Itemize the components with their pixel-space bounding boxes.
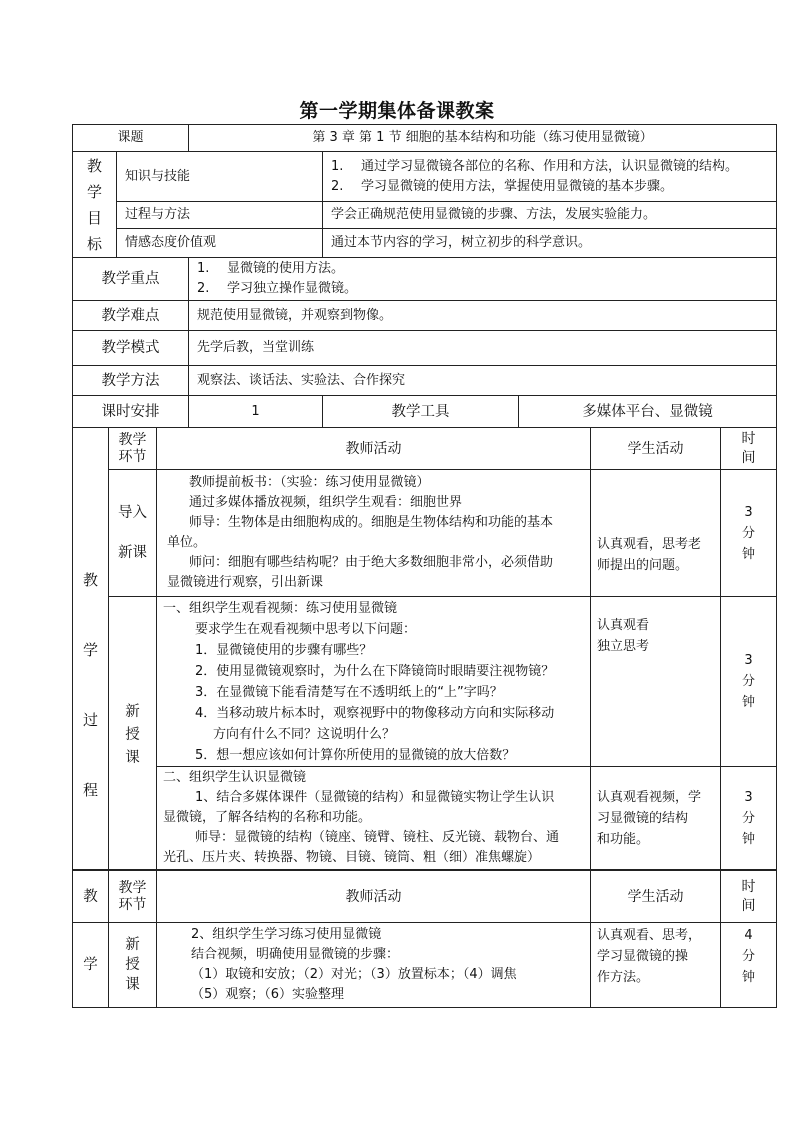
mode-text: 先学后教，当堂训练 <box>189 331 777 366</box>
page2-header-teacher: 教师活动 <box>157 871 591 923</box>
key-points-label: 教学重点 <box>73 258 189 301</box>
goals-label: 教 学 目 标 <box>73 152 117 258</box>
new2-teacher: 二、组织学生认识显微镜 1、结合多媒体课件（显微镜的结构）和显微镜实物让学生认识 显微镜，了解各结构的名称和功能。 师导：显微镜的结构（镜座、镜臂、镜柱、反光镜、载物台、通 光孔、压片夹、转换器、物镜、目镜、镜筒、粗（细）准焦螺旋） <box>157 767 591 870</box>
header-time: 时间 <box>721 428 777 470</box>
new-lesson-stage: 新 授 课 <box>109 597 157 870</box>
new1-teacher: 一、组织学生观看视频：练习使用显微镜 要求学生在观看视频中思考以下问题： 1．显微镜使用的步骤有哪些？ 2．使用显微镜观察时，为什么在下降镜筒时眼睛要注视物镜？ 3．在显微镜下能看清楚写在不透明纸上的“上”字吗？ 4．当移动玻片标本时，观察视野中的物像移动方向和实际移动 方向有什么不同？这说明什么？ 5．想一想应该如何计算你所使用的显微镜的放大倍数？ <box>157 597 591 767</box>
page2-header-stage: 教学环节 <box>109 871 157 923</box>
page2-header-student: 学生活动 <box>591 871 721 923</box>
header-student: 学生活动 <box>591 428 721 470</box>
knowledge-list: 1. 通过学习显微镜各部位的名称、作用和方法，认识显微镜的结构。 2. 学习显微镜的使用方法，掌握使用显微镜的基本步骤。 <box>323 152 777 202</box>
page2-label-char-1: 教 <box>73 871 109 923</box>
mode-label: 教学模式 <box>73 331 189 366</box>
new3-student: 认真观看、思考， 学习显微镜的操 作方法。 <box>591 923 721 1008</box>
topic-value: 第 3 章 第 1 节 细胞的基本结构和功能（练习使用显微镜） <box>189 125 777 152</box>
new1-student: 认真观看 独立思考 <box>591 597 721 767</box>
schedule-label: 课时安排 <box>73 396 189 428</box>
page2-label-char-2: 学 <box>73 923 109 1008</box>
intro-teacher: 教师提前板书：（实验：练习使用显微镜） 通过多媒体播放视频，组织学生观看：细胞世界 师导：生物体是由细胞构成的。细胞是生物体结构和功能的基本 单位。 师问：细胞有哪些结构呢？由于绝大多数细胞非常小，必须借助 显微镜进行观察，引出新课 <box>157 470 591 597</box>
header-stage: 教学环节 <box>109 428 157 470</box>
new1-time: 3 分 钟 <box>721 597 777 767</box>
difficulty-text: 规范使用显微镜，并观察到物像。 <box>189 301 777 331</box>
page2-header-time: 时间 <box>721 871 777 923</box>
knowledge-label: 知识与技能 <box>117 152 323 202</box>
topic-label: 课题 <box>73 125 189 152</box>
process-text: 学会正确规范使用显微镜的步骤、方法，发展实验能力。 <box>323 202 777 229</box>
tools-value: 多媒体平台、显微镜 <box>519 396 777 428</box>
new3-teacher: 2、组织学生学习练习使用显微镜 结合视频，明确使用显微镜的步骤： （1）取镜和安放；（2）对光；（3）放置标本；（4）调焦 （5）观察；（6）实验整理 <box>157 923 591 1008</box>
tools-label: 教学工具 <box>323 396 519 428</box>
difficulty-label: 教学难点 <box>73 301 189 331</box>
process-label: 过程与方法 <box>117 202 323 229</box>
teaching-process-table <box>72 427 777 870</box>
emotion-text: 通过本节内容的学习，树立初步的科学意识。 <box>323 229 777 258</box>
key-points-list: 1. 显微镜的使用方法。 2. 学习独立操作显微镜。 <box>189 258 777 301</box>
schedule-value: 1 <box>189 396 323 428</box>
process-section-label: 教 学 过 程 <box>73 428 109 870</box>
method-label: 教学方法 <box>73 366 189 396</box>
emotion-label: 情感态度价值观 <box>117 229 323 258</box>
header-teacher: 教师活动 <box>157 428 591 470</box>
document-title: 第一学期集体备课教案 <box>299 100 495 122</box>
intro-stage: 导入 新课 <box>109 470 157 597</box>
process-continued-table <box>72 870 777 1008</box>
intro-student: 认真观看，思考老 师提出的问题。 <box>591 470 721 597</box>
intro-time: 3 分 钟 <box>721 470 777 597</box>
method-text: 观察法、谈话法、实验法、合作探究 <box>189 366 777 396</box>
lesson-info-table <box>72 124 777 428</box>
new2-time: 3 分 钟 <box>721 767 777 870</box>
new3-time: 4 分 钟 <box>721 923 777 1008</box>
new2-student: 认真观看视频，学 习显微镜的结构 和功能。 <box>591 767 721 870</box>
new3-stage: 新 授 课 <box>109 923 157 1008</box>
